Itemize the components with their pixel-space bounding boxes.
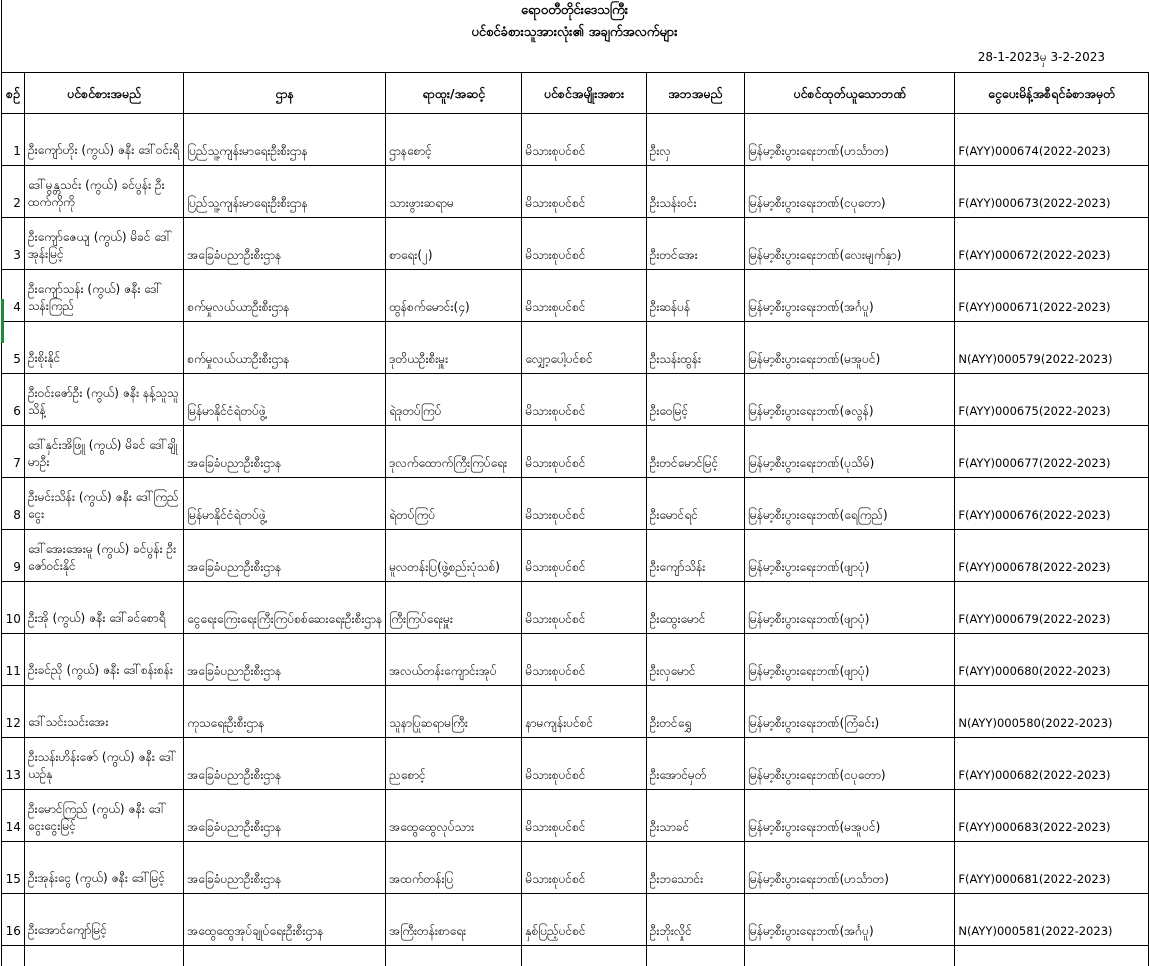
cell-pensioner-name[interactable]: ဦးကျော်ဟိုး (ကွယ်) ဇနီး ဒေါ်ဝင်းရီ: [24, 114, 183, 166]
cell-pensioner-name[interactable]: ဦးစိုးနိုင်: [24, 322, 183, 374]
cell-father-name[interactable]: ဦးသန်းထွန်း: [646, 322, 744, 374]
table-row: [2, 634, 1149, 686]
cell-father-name[interactable]: ဦးဘသောင်း: [646, 842, 744, 894]
cell-row-number[interactable]: 2: [2, 166, 25, 218]
cell-bank-name[interactable]: မြန်မာ့စီးပွားရေးဘဏ်(မအူပင်): [745, 322, 955, 374]
cell-department[interactable]: အခြေခံပညာဦးစီးဌာန: [184, 738, 386, 790]
table-row: [2, 322, 1149, 374]
cell-pension-type[interactable]: မိသားစုပင်စင်: [522, 738, 646, 790]
cell-department[interactable]: မြန်မာနိုင်ငံရဲတပ်ဖွဲ့: [184, 478, 386, 530]
cell-pension-type[interactable]: မိသားစုပင်စင်: [522, 270, 646, 322]
cell-department[interactable]: အခြေခံပညာဦးစီးဌာန: [184, 634, 386, 686]
cell-bank-name[interactable]: မြန်မာ့စီးပွားရေးဘဏ်(ငပုတော): [745, 166, 955, 218]
cell-pensioner-name[interactable]: ဦးခင်ညို (ကွယ်) ဇနီး ဒေါ်စန်းစန်း: [24, 634, 183, 686]
report-subtitle: ပင်စင်ခံစားသူအားလုံး၏ အချက်အလက်များ: [0, 24, 1149, 43]
cell-reference-number[interactable]: F(AYY)000680(2022-2023): [955, 634, 1149, 686]
cell-department[interactable]: အခြေခံပညာဦးစီးဌာန: [184, 842, 386, 894]
col-header-father-name[interactable]: အဘအမည်: [646, 73, 744, 114]
cell-row-number[interactable]: 11: [2, 634, 25, 686]
cell-father-name[interactable]: ဦးတင်ရွှေ: [646, 686, 744, 738]
table-row: [2, 478, 1149, 530]
cell-empty[interactable]: [24, 946, 183, 966]
cell-bank-name[interactable]: မြန်မာ့စီးပွားရေးဘဏ်(လေးမျက်နှာ): [745, 218, 955, 270]
cell-row-number[interactable]: 13: [2, 738, 25, 790]
cell-father-name[interactable]: ဦးသန်းဝင်း: [646, 166, 744, 218]
cell-department[interactable]: ပြည်သူ့ကျန်းမာရေးဦးစီးဌာန: [184, 166, 386, 218]
cell-pension-type[interactable]: မိသားစုပင်စင်: [522, 582, 646, 634]
col-header-department[interactable]: ဌာန: [184, 73, 386, 114]
table-row: [2, 374, 1149, 426]
cell-rank[interactable]: ရဲတပ်ကြပ်: [386, 478, 522, 530]
cell-pensioner-name[interactable]: ဦးအုန်းငွေ (ကွယ်) ဇနီး ဒေါ်မြင့်: [24, 842, 183, 894]
cell-row-number[interactable]: 3: [2, 218, 25, 270]
cell-pension-type[interactable]: လျှော့ပေါ့ပင်စင်: [522, 322, 646, 374]
cell-pension-type[interactable]: မိသားစုပင်စင်: [522, 842, 646, 894]
table-header-row: [2, 73, 1149, 114]
cell-bank-name[interactable]: မြန်မာ့စီးပွားရေးဘဏ်(ဟင်္သာတ): [745, 842, 955, 894]
table-row: [2, 426, 1149, 478]
cell-pensioner-name[interactable]: ဦးကျော်ဇေယျ (ကွယ်) မိခင် ဒေါ်အုန်းမြင့်: [24, 218, 183, 270]
cell-father-name[interactable]: ဦးဘိုးလှိုင်: [646, 894, 744, 946]
cell-department[interactable]: ကုသရေးဦးစီးဌာန: [184, 686, 386, 738]
cell-father-name[interactable]: ဦးထွေးမောင်: [646, 582, 744, 634]
cell-row-number[interactable]: 16: [2, 894, 25, 946]
cell-pension-type[interactable]: မိသားစုပင်စင်: [522, 790, 646, 842]
cell-reference-number[interactable]: F(AYY)000673(2022-2023): [955, 166, 1149, 218]
cell-department[interactable]: အထွေထွေအုပ်ချုပ်ရေးဦးစီးဌာန: [184, 894, 386, 946]
table-row: [2, 842, 1149, 894]
cell-father-name[interactable]: ဦးသာခင်: [646, 790, 744, 842]
cell-pension-type[interactable]: မိသားစုပင်စင်: [522, 114, 646, 166]
cell-pension-type[interactable]: မိသားစုပင်စင်: [522, 530, 646, 582]
cell-empty[interactable]: [386, 946, 522, 966]
cell-row-number[interactable]: 4: [2, 270, 25, 322]
cell-reference-number[interactable]: F(AYY)000679(2022-2023): [955, 582, 1149, 634]
cell-rank[interactable]: ဒုလက်ထောက်ကြီးကြပ်ရေး: [386, 426, 522, 478]
cell-pension-type[interactable]: မိသားစုပင်စင်: [522, 478, 646, 530]
cell-bank-name[interactable]: မြန်မာ့စီးပွားရေးဘဏ်(အင်္ဂပူ): [745, 270, 955, 322]
cell-department[interactable]: အခြေခံပညာဦးစီးဌာန: [184, 218, 386, 270]
cell-father-name[interactable]: ဦးဆန်ပန်: [646, 270, 744, 322]
cell-pensioner-name[interactable]: ဒေါ်မွန္တသင်း (ကွယ်) ခင်ပွန်း ဦးထက်ကိုကို: [24, 166, 183, 218]
table-row: [2, 894, 1149, 946]
cell-reference-number[interactable]: F(AYY)000674(2022-2023): [955, 114, 1149, 166]
cell-father-name[interactable]: ဦးဝေမြင့်: [646, 374, 744, 426]
table-body: [2, 114, 1149, 966]
cell-empty[interactable]: [955, 946, 1149, 966]
cell-department[interactable]: စက်မှုလယ်ယာဦးစီးဌာန: [184, 322, 386, 374]
table-row: [2, 114, 1149, 166]
cell-reference-number[interactable]: N(AYY)000581(2022-2023): [955, 894, 1149, 946]
cell-pension-type[interactable]: မိသားစုပင်စင်: [522, 426, 646, 478]
col-header-reference[interactable]: ငွေပေးမိန့်အစီရင်ခံစာအမှတ်: [955, 73, 1149, 114]
cell-pensioner-name[interactable]: ဦးမင်းသိန်း (ကွယ်) ဇနီး ဒေါ်ကြည်ငွေး: [24, 478, 183, 530]
cell-bank-name[interactable]: မြန်မာ့စီးပွားရေးဘဏ်(အင်္ဂပူ): [745, 894, 955, 946]
cell-empty[interactable]: [745, 946, 955, 966]
cell-rank[interactable]: အကြီးတန်းစာရေး: [386, 894, 522, 946]
table-row: [2, 582, 1149, 634]
col-header-rank[interactable]: ရာထူး/အဆင့်: [386, 73, 522, 114]
cell-department[interactable]: အခြေခံပညာဦးစီးဌာန: [184, 426, 386, 478]
table-row: [2, 790, 1149, 842]
cell-rank[interactable]: ထွန်စက်မောင်း(၄): [386, 270, 522, 322]
cell-rank[interactable]: အလယ်တန်းကျောင်းအုပ်: [386, 634, 522, 686]
cell-bank-name[interactable]: မြန်မာ့စီးပွားရေးဘဏ်(ဖျာပုံ): [745, 582, 955, 634]
table-row: [2, 270, 1149, 322]
cell-bank-name[interactable]: မြန်မာ့စီးပွားရေးဘဏ်(ရေကြည်): [745, 478, 955, 530]
cell-row-number[interactable]: 9: [2, 530, 25, 582]
table-row: [2, 218, 1149, 270]
cell-rank[interactable]: သူနာပြုဆရာမကြီး: [386, 686, 522, 738]
cell-row-number[interactable]: 1: [2, 114, 25, 166]
cell-bank-name[interactable]: မြန်မာ့စီးပွားရေးဘဏ်(ဇလွန်): [745, 374, 955, 426]
cell-father-name[interactable]: ဦးမောင်ရင်: [646, 478, 744, 530]
cell-department[interactable]: စက်မှုလယ်ယာဦးစီးဌာန: [184, 270, 386, 322]
cell-reference-number[interactable]: F(AYY)000676(2022-2023): [955, 478, 1149, 530]
table-row: [2, 738, 1149, 790]
pension-table: [1, 72, 1149, 966]
cell-rank[interactable]: ဒုတိယဦးစီးမှူး: [386, 322, 522, 374]
cell-rank[interactable]: ညစောင့်: [386, 738, 522, 790]
col-header-pension-type[interactable]: ပင်စင်အမျိုးအစား: [522, 73, 646, 114]
cell-father-name[interactable]: ဦးကျော်သိန်း: [646, 530, 744, 582]
cell-pensioner-name[interactable]: ဒေါ်သင်းသင်းအေး: [24, 686, 183, 738]
cell-pension-type[interactable]: မိသားစုပင်စင်: [522, 218, 646, 270]
cell-empty[interactable]: [184, 946, 386, 966]
table-row-partial: [2, 946, 1149, 966]
cell-pensioner-name[interactable]: ဦးသန်းဟိန်းဇော် (ကွယ်) ဇနီး ဒေါ်ယဉ်နု: [24, 738, 183, 790]
cell-department[interactable]: ပြည်သူ့ကျန်းမာရေးဦးစီးဌာန: [184, 114, 386, 166]
cell-pension-type[interactable]: မိသားစုပင်စင်: [522, 374, 646, 426]
cell-reference-number[interactable]: F(AYY)000677(2022-2023): [955, 426, 1149, 478]
cell-pensioner-name[interactable]: ဦးမောင်ကြည် (ကွယ်) ဇနီး ဒေါ်ငွေးငွေးမြင့်: [24, 790, 183, 842]
cell-department[interactable]: အခြေခံပညာဦးစီးဌာန: [184, 530, 386, 582]
cell-row-number[interactable]: 14: [2, 790, 25, 842]
date-range: 28-1-2023မှ 3-2-2023: [978, 49, 1105, 67]
cell-father-name[interactable]: ဦးအောင်မှတ်: [646, 738, 744, 790]
cell-bank-name[interactable]: မြန်မာ့စီးပွားရေးဘဏ်(မအူပင်): [745, 790, 955, 842]
cell-pensioner-name[interactable]: ဦးအို (ကွယ်) ဇနီး ဒေါ်ခင်စောရီ: [24, 582, 183, 634]
cell-empty[interactable]: [646, 946, 744, 966]
col-header-no[interactable]: စဉ်: [2, 73, 25, 114]
cell-pension-type[interactable]: မိသားစုပင်စင်: [522, 634, 646, 686]
cell-row-number[interactable]: 8: [2, 478, 25, 530]
cell-rank[interactable]: ဌာနစောင့်: [386, 114, 522, 166]
cell-bank-name[interactable]: မြန်မာ့စီးပွားရေးဘဏ်(ဖျာပုံ): [745, 530, 955, 582]
cell-empty[interactable]: [522, 946, 646, 966]
cell-reference-number[interactable]: N(AYY)000580(2022-2023): [955, 686, 1149, 738]
cell-father-name[interactable]: ဦးလှ: [646, 114, 744, 166]
cell-row-number[interactable]: 5: [2, 322, 25, 374]
table-row: [2, 530, 1149, 582]
cell-reference-number[interactable]: N(AYY)000579(2022-2023): [955, 322, 1149, 374]
cell-row-number[interactable]: 12: [2, 686, 25, 738]
cell-reference-number[interactable]: F(AYY)000671(2022-2023): [955, 270, 1149, 322]
cell-father-name[interactable]: ဦးတင်မောင်မြင့်: [646, 426, 744, 478]
cell-rank[interactable]: အထက်တန်းပြ: [386, 842, 522, 894]
cell-reference-number[interactable]: F(AYY)000683(2022-2023): [955, 790, 1149, 842]
cell-bank-name[interactable]: မြန်မာ့စီးပွားရေးဘဏ်(ဟင်္သာတ): [745, 114, 955, 166]
cell-reference-number[interactable]: F(AYY)000675(2022-2023): [955, 374, 1149, 426]
cell-bank-name[interactable]: မြန်မာ့စီးပွားရေးဘဏ်(ပုသိမ်): [745, 426, 955, 478]
cell-reference-number[interactable]: F(AYY)000678(2022-2023): [955, 530, 1149, 582]
cell-bank-name[interactable]: မြန်မာ့စီးပွားရေးဘဏ်(ငပုတော): [745, 738, 955, 790]
table-row: [2, 166, 1149, 218]
cell-pension-type[interactable]: မိသားစုပင်စင်: [522, 166, 646, 218]
cell-pensioner-name[interactable]: ဒေါ်အေးအေးမူ (ကွယ်) ခင်ပွန်း ဦးဇော်ဝင်းနိုင်: [24, 530, 183, 582]
cell-pensioner-name[interactable]: ဦးဝင်းဇော်ဦး (ကွယ်) ဇနီး နန့်သူသူသိန့်: [24, 374, 183, 426]
sheet-edge: [1, 0, 2, 72]
report-title: ရောဝတီတိုင်းဒေသကြီး: [0, 2, 1149, 21]
cell-row-number[interactable]: 15: [2, 842, 25, 894]
cell-bank-name[interactable]: မြန်မာ့စီးပွားရေးဘဏ်(ကြံခင်း): [745, 686, 955, 738]
cell-row-number[interactable]: 10: [2, 582, 25, 634]
col-header-name[interactable]: ပင်စင်စားအမည်: [24, 73, 183, 114]
cell-row-number[interactable]: 7: [2, 426, 25, 478]
cell-rank[interactable]: သားဖွားဆရာမ: [386, 166, 522, 218]
row-selection-marker: [1, 299, 4, 343]
cell-rank[interactable]: အထွေထွေလုပ်သား: [386, 790, 522, 842]
cell-pension-type[interactable]: နှစ်ပြည့်ပင်စင်: [522, 894, 646, 946]
cell-department[interactable]: မြန်မာနိုင်ငံရဲတပ်ဖွဲ့: [184, 374, 386, 426]
col-header-bank[interactable]: ပင်စင်ထုတ်ယူသောဘဏ်: [745, 73, 955, 114]
cell-reference-number[interactable]: F(AYY)000672(2022-2023): [955, 218, 1149, 270]
cell-department[interactable]: အခြေခံပညာဦးစီးဌာန: [184, 790, 386, 842]
cell-bank-name[interactable]: မြန်မာ့စီးပွားရေးဘဏ်(ဖျာပုံ): [745, 634, 955, 686]
cell-row-number[interactable]: 6: [2, 374, 25, 426]
cell-reference-number[interactable]: F(AYY)000682(2022-2023): [955, 738, 1149, 790]
cell-pension-type[interactable]: နာမကျန်းပင်စင်: [522, 686, 646, 738]
cell-rank[interactable]: စာရေး(၂): [386, 218, 522, 270]
cell-rank[interactable]: ကြီးကြပ်ရေးမှူး: [386, 582, 522, 634]
cell-rank[interactable]: မူလတန်းပြ(ဖွဲ့စည်းပုံသစ်): [386, 530, 522, 582]
cell-pensioner-name[interactable]: ဦးအောင်ကျော်မြင့်: [24, 894, 183, 946]
cell-department[interactable]: ငွေရေးကြေးရေးကြီးကြပ်စစ်ဆေးရေးဦးစီးဌာန: [184, 582, 386, 634]
cell-reference-number[interactable]: F(AYY)000681(2022-2023): [955, 842, 1149, 894]
cell-father-name[interactable]: ဦးလှမောင်: [646, 634, 744, 686]
cell-pensioner-name[interactable]: ဒေါ်နှင်းအိဖြူ (ကွယ်) မိခင် ဒေါ်ချိုမာဦး: [24, 426, 183, 478]
cell-empty[interactable]: [2, 946, 25, 966]
cell-rank[interactable]: ရဲဒုတပ်ကြပ်: [386, 374, 522, 426]
table-row: [2, 686, 1149, 738]
cell-pensioner-name[interactable]: ဦးကျော်သန်း (ကွယ်) ဇနီး ဒေါ်သန်းကြည်: [24, 270, 183, 322]
cell-father-name[interactable]: ဦးတင်အေး: [646, 218, 744, 270]
